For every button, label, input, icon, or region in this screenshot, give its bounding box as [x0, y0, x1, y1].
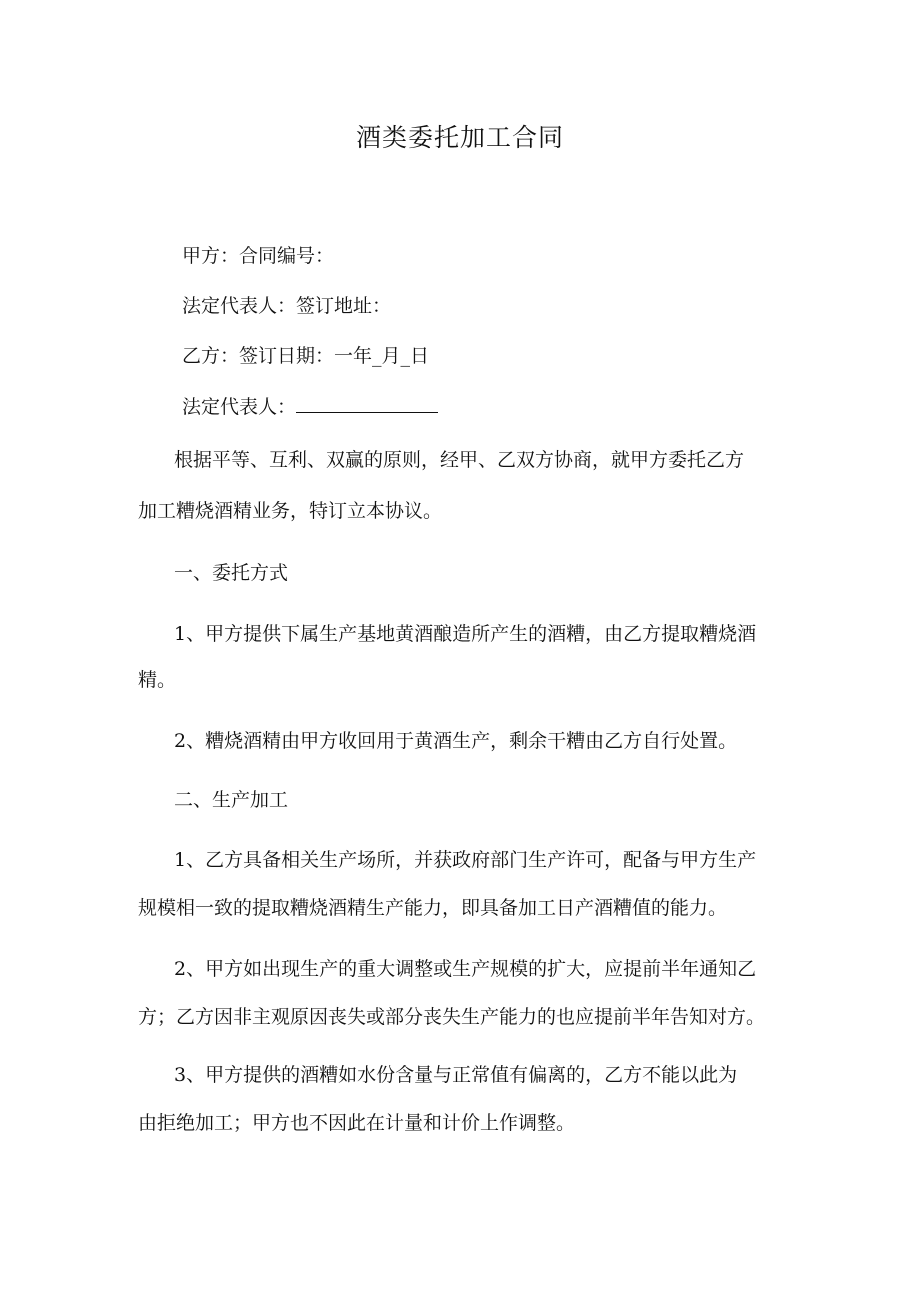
party-a-line: 甲方：合同编号： [182, 245, 335, 267]
preamble-line-1: 根据平等、互利、双赢的原则，经甲、乙双方协商，就甲方委托乙方 [174, 449, 745, 471]
section-1-item-1-line-2: 精。 [138, 669, 177, 691]
section-2-item-2-line-2: 方；乙方因非主观原因丧失或部分丧失生产能力的也应提前半年告知对方。 [138, 1006, 766, 1028]
preamble-line-2: 加工糟烧酒精业务，特订立本协议。 [138, 500, 443, 522]
section-1-heading: 一、委托方式 [174, 562, 289, 584]
section-2-item-3-line-2: 由拒绝加工；甲方也不因此在计量和计价上作调整。 [138, 1112, 576, 1134]
section-2-item-1-line-2: 规模相一致的提取糟烧酒精生产能力，即具备加工日产酒糟值的能力。 [138, 897, 728, 919]
section-1-item-2-line-1: 2、糟烧酒精由甲方收回用于黄酒生产，剩余干糟由乙方自行处置。 [174, 730, 738, 752]
party-b-line: 乙方：签订日期：一年_月_日 [182, 345, 430, 367]
section-2-heading: 二、生产加工 [174, 789, 289, 811]
signature-blank-line [296, 392, 438, 413]
legal-rep-b-label: 法定代表人： [182, 396, 297, 418]
legal-rep-a-line: 法定代表人：签订地址： [182, 295, 392, 317]
section-1-item-1-line-1: 1、甲方提供下属生产基地黄酒酿造所产生的酒糟，由乙方提取糟烧酒 [174, 623, 757, 645]
section-2-item-3-line-1: 3、甲方提供的酒糟如水份含量与正常值有偏离的，乙方不能以此为 [174, 1064, 738, 1086]
section-2-item-1-line-1: 1、乙方具备相关生产场所，并获政府部门生产许可，配备与甲方生产 [174, 849, 757, 871]
document-title: 酒类委托加工合同 [355, 123, 564, 152]
section-2-item-2-line-1: 2、甲方如出现生产的重大调整或生产规模的扩大，应提前半年通知乙 [174, 958, 757, 980]
legal-rep-b-line [182, 392, 438, 421]
